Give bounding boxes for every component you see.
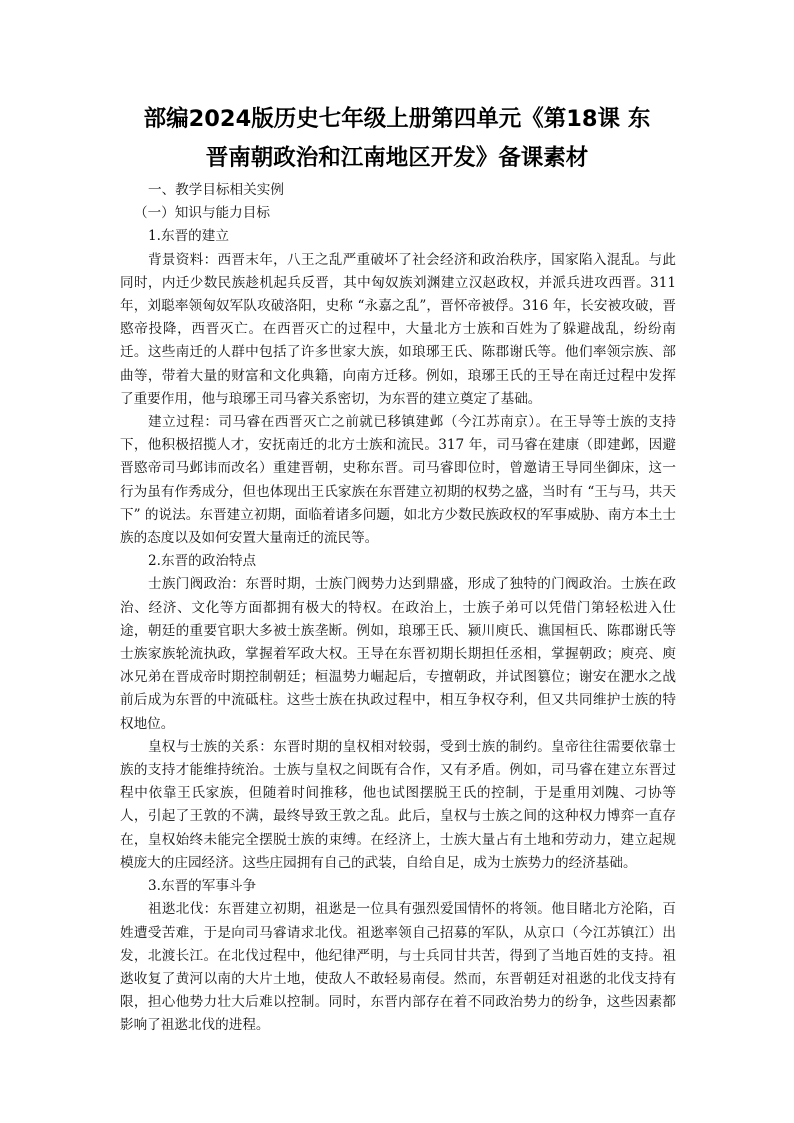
paragraph-zu-ti-expedition: 祖逖北伐：东晋建立初期，祖逖是一位具有强烈爱国情怀的将领。他目睹北方沦陷，百姓遭受苦难，于是向司马睿请求北伐。祖逖率领自己招募的军队，从京口（今江苏镇江）出发，北渡长江。在北伐过程中，他纪律严明，与士兵同甘共苦，得到了当地百姓的支持。祖逖收复了黄河以南的大片土地，使敌人不敢轻易南侵。然而，东晋朝廷对祖逖的北伐支持有限，担心他势力壮大后难以控制。同时，东晋内部存在着不同政治势力的纷争，这些因素都影响了祖逖北伐的进程。 bbox=[120, 901, 676, 1034]
document-body bbox=[120, 179, 676, 1038]
paragraph-imperial-gentry-relations: 皇权与士族的关系：东晋时期的皇权相对较弱，受到士族的制约。皇帝往往需要依靠士族的支持才能维持统治。士族与皇权之间既有合作，又有矛盾。例如，司马睿在建立东晋过程中依靠王氏家族，但随着时间推移，他也试图摆脱王氏的控制，于是重用刘隗、刁协等人，引起了王敦的不满，最终导致王敦之乱。此后，皇权与士族之间的这种权力博弈一直存在，皇权始终未能完全摆脱士族的束缚。在经济上，士族大量占有土地和劳动力，建立起规模庞大的庄园经济。这些庄园拥有自己的武装，自给自足，成为士族势力的经济基础。 bbox=[120, 738, 676, 871]
title-line-1: 部编2024版历史七年级上册第四单元《第18课 东 bbox=[143, 106, 651, 132]
title-line-2: 晋南朝政治和江南地区开发》备课素材 bbox=[205, 145, 589, 171]
topic-heading-political-features: 2.东晋的政治特点 bbox=[148, 553, 257, 570]
document-title bbox=[112, 100, 682, 178]
paragraph-background: 背景资料：西晋末年，八王之乱严重破坏了社会经济和政治秩序，国家陷入混乱。与此同时，内迁少数民族趁机起兵反晋，其中匈奴族刘渊建立汉赵政权，并派兵进攻西晋。311 年，刘聪率领匈奴军队攻破洛阳，史称 “永嘉之乱”，晋怀帝被俘。316 年，长安被攻破，晋愍帝投降，西晋灭亡。在西晋灭亡的过程中，大量北方士族和百姓为了躲避战乱，纷纷南迁。这些南迁的人群中包括了许多世家大族，如琅琊王氏、陈郡谢氏等。他们率领宗族、部曲等，带着大量的财富和文化典籍，向南方迁移。例如，琅琊王氏的王导在南迁过程中发挥了重要作用，他与琅琊王司马睿关系密切，为东晋的建立奠定了基础。 bbox=[120, 251, 676, 407]
topic-heading-military: 3.东晋的军事斗争 bbox=[148, 878, 257, 895]
subsection-heading: （一）知识与能力目标 bbox=[134, 205, 270, 222]
section-heading-1: 一、教学目标相关实例 bbox=[148, 182, 284, 198]
paragraph-gentry-politics: 士族门阀政治：东晋时期，士族门阀势力达到鼎盛，形成了独特的门阀政治。士族在政治、经济、文化等方面都拥有极大的特权。在政治上，士族子弟可以凭借门第轻松进入仕途，朝廷的重要官职大多被士族垄断。例如，琅琊王氏、颍川庾氏、谯国桓氏、陈郡谢氏等士族家族轮流执政，掌握着军政大权。王导在东晋初期长期担任丞相，掌握朝政；庾亮、庾冰兄弟在晋成帝时期控制朝廷；桓温势力崛起后，专擅朝政，并试图篡位；谢安在淝水之战前后成为东晋的中流砥柱。这些士族在执政过程中，相互争权夺利，但又共同维护士族的特权地位。 bbox=[120, 576, 676, 732]
topic-heading-establishment: 1.东晋的建立 bbox=[148, 228, 229, 245]
paragraph-establishment-process: 建立过程：司马睿在西晋灭亡之前就已移镇建邺（今江苏南京）。在王导等士族的支持下，他积极招揽人才，安抚南迁的北方士族和流民。317 年，司马睿在建康（即建邺，因避晋愍帝司马邺讳而改名）重建晋朝，史称东晋。司马睿即位时，曾邀请王导同坐御床，这一行为虽有作秀成分，但也体现出王氏家族在东晋建立初期的权势之盛，当时有 “王与马，共天下” 的说法。东晋建立初期，面临着诸多问题，如北方少数民族政权的军事威胁、南方本土士族的态度以及如何安置大量南迁的流民等。 bbox=[120, 414, 676, 547]
